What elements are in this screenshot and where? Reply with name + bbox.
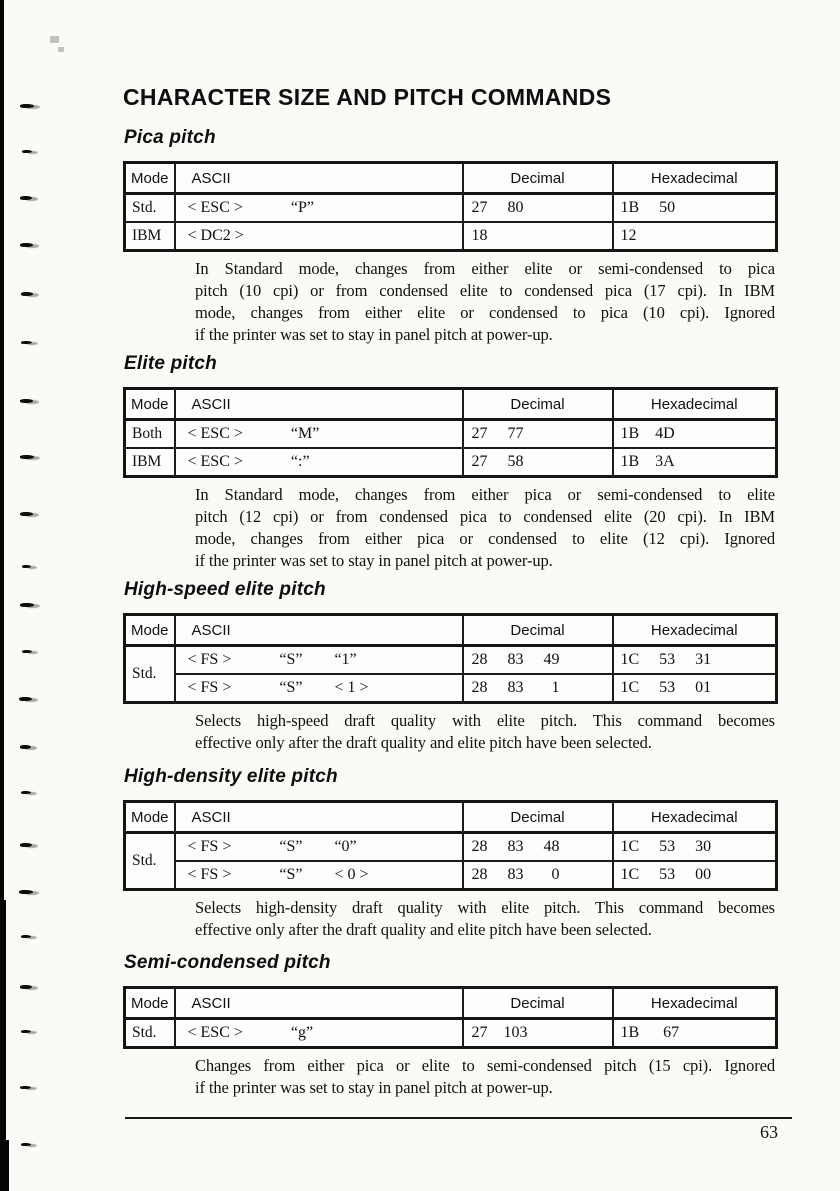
section-heading: Elite pitch xyxy=(124,353,217,374)
decimal-cell: 27 80 xyxy=(463,194,613,223)
column-header-decimal: Decimal xyxy=(463,389,613,420)
ascii-cell: < FS > “S” “0” xyxy=(175,833,463,862)
page-footer xyxy=(125,1117,792,1143)
scan-mark xyxy=(20,399,33,403)
column-header-decimal: Decimal xyxy=(463,615,613,646)
page-title: CHARACTER SIZE AND PITCH COMMANDS xyxy=(123,84,612,110)
scan-speckle xyxy=(50,36,59,43)
scan-mark xyxy=(19,890,33,894)
table-header-row xyxy=(125,615,777,646)
decimal-cell: 28 83 48 xyxy=(463,833,613,862)
table-header-row xyxy=(125,988,777,1019)
column-header-ascii: ASCII xyxy=(175,988,463,1019)
description-line: pitch (12 cpi) or from condensed pica to condensed elite (20 cpi). In IBM xyxy=(195,507,775,526)
mode-cell: Both xyxy=(125,420,175,449)
section-high-speed-elite-pitch xyxy=(123,580,775,754)
ascii-cell: < ESC > “:” xyxy=(175,448,463,477)
column-header-ascii: ASCII xyxy=(175,389,463,420)
page-content xyxy=(123,84,778,1143)
command-row xyxy=(125,448,777,477)
scan-mark xyxy=(20,104,34,108)
description-line: if the printer was set to stay in panel pitch at power-up. xyxy=(195,551,553,570)
decimal-cell: 27 103 xyxy=(463,1019,613,1048)
elite-pitch-table xyxy=(123,387,778,478)
scan-mark xyxy=(20,843,32,847)
scan-mark xyxy=(22,650,32,653)
ascii-cell: < DC2 > xyxy=(175,222,463,251)
mode-cell: Std. xyxy=(125,833,175,890)
command-row xyxy=(125,646,777,675)
section-heading: High-density elite pitch xyxy=(124,766,338,787)
table-header-row xyxy=(125,163,777,194)
column-header-ascii: ASCII xyxy=(175,615,463,646)
mode-cell: Std. xyxy=(125,194,175,223)
column-header-decimal: Decimal xyxy=(463,802,613,833)
ascii-cell: < ESC > “M” xyxy=(175,420,463,449)
description-line: In Standard mode, changes from either elite or semi-condensed to pica xyxy=(195,259,775,278)
column-header-decimal: Decimal xyxy=(463,988,613,1019)
column-header-hexadecimal: Hexadecimal xyxy=(613,163,777,194)
scan-mark xyxy=(21,1030,31,1033)
column-header-mode: Mode xyxy=(125,389,175,420)
scan-mark xyxy=(20,603,34,607)
hex-cell: 1C 53 31 xyxy=(613,646,777,675)
scan-mark xyxy=(22,150,32,153)
decimal-cell: 28 83 49 xyxy=(463,646,613,675)
scan-edge-strip-corner xyxy=(0,1140,9,1191)
description-line: if the printer was set to stay in panel pitch at power-up. xyxy=(195,1078,553,1097)
table-header-row xyxy=(125,389,777,420)
ascii-cell: < ESC > “P” xyxy=(175,194,463,223)
description-line: mode, changes from either elite or condensed to pica (10 cpi). Ignored xyxy=(195,303,775,322)
section-pica-pitch xyxy=(123,128,775,346)
ascii-cell: < FS > “S” < 0 > xyxy=(175,861,463,890)
section-heading: High-speed elite pitch xyxy=(124,579,326,600)
decimal-cell: 27 77 xyxy=(463,420,613,449)
command-row xyxy=(125,674,777,703)
scan-mark xyxy=(20,243,33,247)
pica-pitch-table xyxy=(123,161,778,252)
mode-cell: IBM xyxy=(125,222,175,251)
description-line: effective only after the draft quality and elite pitch have been selected. xyxy=(195,920,652,939)
footer-rule xyxy=(125,1117,792,1119)
column-header-decimal: Decimal xyxy=(463,163,613,194)
command-row xyxy=(125,861,777,890)
description-line: Selects high-density draft quality with elite pitch. This command becomes xyxy=(195,898,775,917)
description-line: mode, changes from either pica or condensed to elite (12 cpi). Ignored xyxy=(195,529,775,548)
hex-cell: 1B 67 xyxy=(613,1019,777,1048)
column-header-hexadecimal: Hexadecimal xyxy=(613,988,777,1019)
section-high-density-elite-pitch xyxy=(123,767,775,941)
section-semi-condensed-pitch xyxy=(123,953,775,1099)
column-header-hexadecimal: Hexadecimal xyxy=(613,389,777,420)
column-header-mode: Mode xyxy=(125,802,175,833)
command-row xyxy=(125,194,777,223)
description-line: pitch (10 cpi) or from condensed elite to condensed pica (17 cpi). In IBM xyxy=(195,281,775,300)
command-row xyxy=(125,222,777,251)
description-line: Changes from either pica or elite to semi-condensed pitch (15 cpi). Ignored xyxy=(195,1056,775,1075)
command-row xyxy=(125,833,777,862)
scan-mark xyxy=(20,985,32,989)
scan-mark xyxy=(20,745,31,749)
scan-mark xyxy=(20,455,34,459)
mode-cell: Std. xyxy=(125,1019,175,1048)
section-heading: Semi-condensed pitch xyxy=(124,952,331,973)
ascii-cell: < FS > “S” < 1 > xyxy=(175,674,463,703)
column-header-mode: Mode xyxy=(125,988,175,1019)
description-line: effective only after the draft quality and elite pitch have been selected. xyxy=(195,733,652,752)
high-speed-elite-pitch-table xyxy=(123,613,778,704)
section-heading: Pica pitch xyxy=(124,127,216,148)
column-header-hexadecimal: Hexadecimal xyxy=(613,615,777,646)
section-description xyxy=(195,258,775,346)
page-number: 63 xyxy=(760,1122,778,1142)
section-description xyxy=(195,897,775,941)
section-elite-pitch xyxy=(123,354,775,572)
scan-mark xyxy=(21,341,32,344)
column-header-mode: Mode xyxy=(125,163,175,194)
column-header-hexadecimal: Hexadecimal xyxy=(613,802,777,833)
hex-cell: 1C 53 00 xyxy=(613,861,777,890)
description-line: In Standard mode, changes from either pica or semi-condensed to elite xyxy=(195,485,775,504)
column-header-mode: Mode xyxy=(125,615,175,646)
decimal-cell: 27 58 xyxy=(463,448,613,477)
command-row xyxy=(125,420,777,449)
hex-cell: 1B 3A xyxy=(613,448,777,477)
scan-mark xyxy=(21,935,31,938)
decimal-cell: 28 83 0 xyxy=(463,861,613,890)
hex-cell: 12 xyxy=(613,222,777,251)
section-description xyxy=(195,710,775,754)
scan-mark xyxy=(21,292,33,296)
scan-mark xyxy=(20,512,33,516)
column-header-ascii: ASCII xyxy=(175,163,463,194)
mode-cell: IBM xyxy=(125,448,175,477)
hex-cell: 1C 53 01 xyxy=(613,674,777,703)
description-line: Selects high-speed draft quality with elite pitch. This command becomes xyxy=(195,711,775,730)
column-header-ascii: ASCII xyxy=(175,802,463,833)
table-header-row xyxy=(125,802,777,833)
hex-cell: 1B 50 xyxy=(613,194,777,223)
section-description xyxy=(195,484,775,572)
hex-cell: 1B 4D xyxy=(613,420,777,449)
semi-condensed-pitch-table xyxy=(123,986,778,1049)
section-description xyxy=(195,1055,775,1099)
mode-cell: Std. xyxy=(125,646,175,703)
high-density-elite-pitch-table xyxy=(123,800,778,891)
hex-cell: 1C 53 30 xyxy=(613,833,777,862)
scan-mark xyxy=(20,1086,31,1089)
scan-mark xyxy=(21,791,31,794)
command-row xyxy=(125,1019,777,1048)
scan-mark xyxy=(22,565,31,568)
ascii-cell: < FS > “S” “1” xyxy=(175,646,463,675)
scan-speckle xyxy=(58,47,64,52)
scan-mark xyxy=(20,196,32,200)
scan-mark xyxy=(19,697,32,701)
scan-mark xyxy=(21,1143,31,1146)
ascii-cell: < ESC > “g” xyxy=(175,1019,463,1048)
description-line: if the printer was set to stay in panel pitch at power-up. xyxy=(195,325,553,344)
decimal-cell: 28 83 1 xyxy=(463,674,613,703)
decimal-cell: 18 xyxy=(463,222,613,251)
